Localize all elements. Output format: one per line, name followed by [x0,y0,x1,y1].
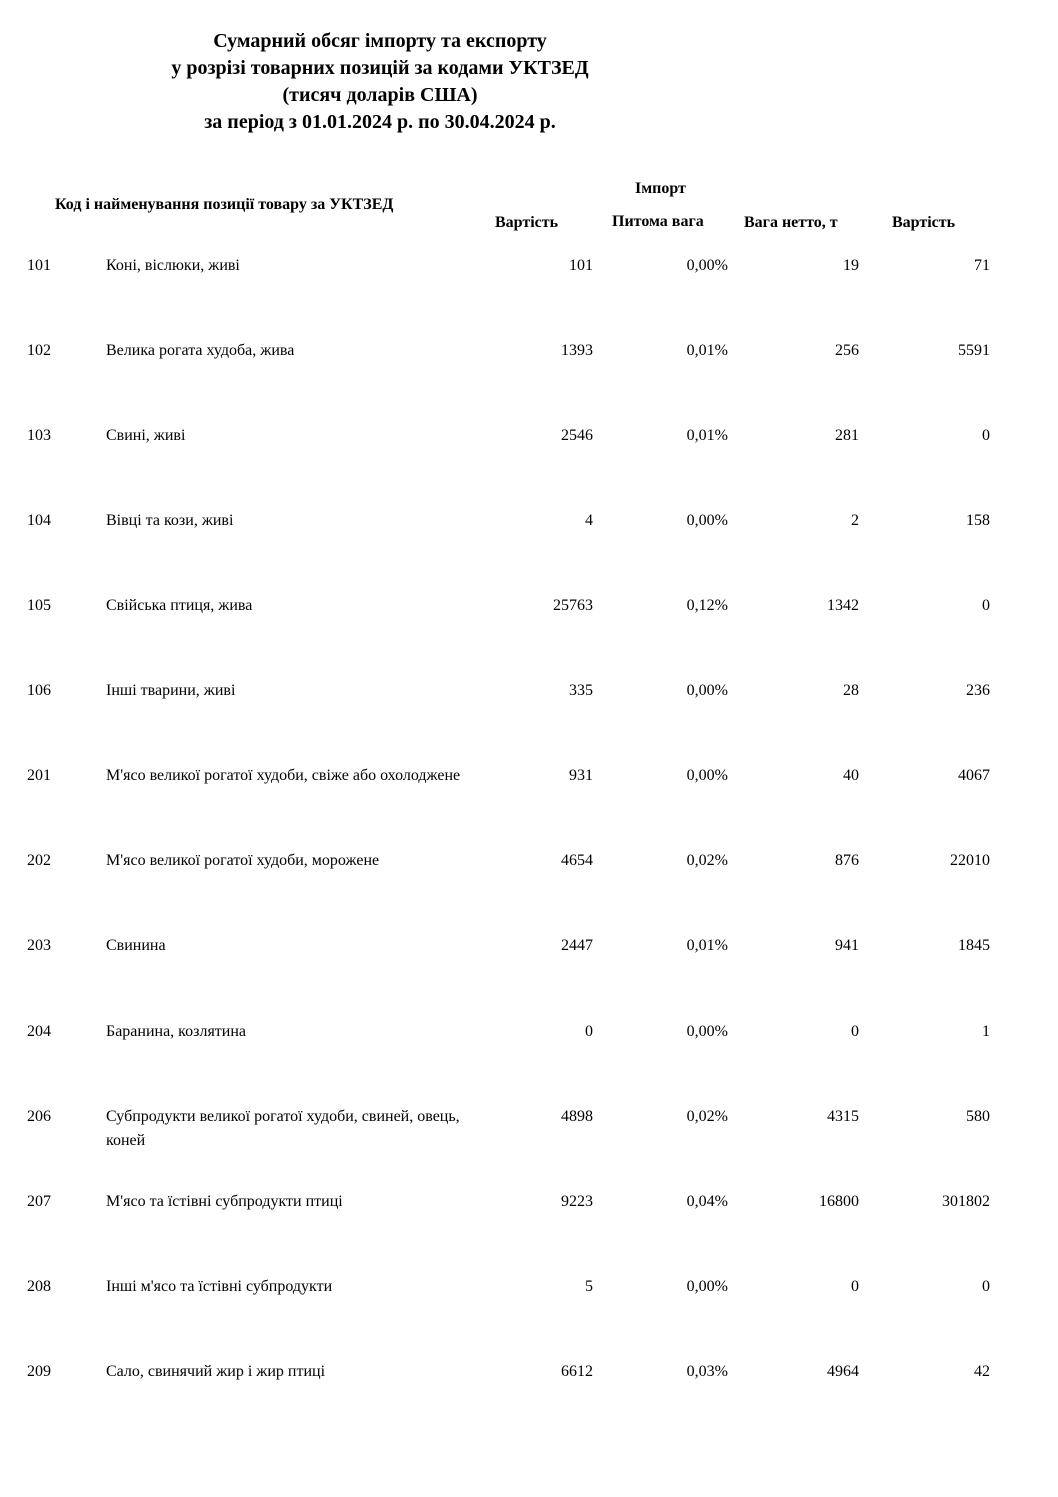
title-line-2: у розрізі товарних позицій за кодами УКТЗЕД [171,57,589,79]
table-row [0,1360,1058,1420]
row-weight: 0 [851,1278,859,1295]
row-value-2: 71 [974,257,990,274]
table-row [0,594,1058,654]
row-code: 106 [27,682,51,699]
row-share: 0,04% [686,1193,728,1210]
row-name: Баранина, козлятина [106,1023,247,1040]
header-net-weight: Вага нетто, т [744,214,838,231]
table-row [0,1105,1058,1165]
header-value-2: Вартість [892,214,956,231]
row-weight: 2 [851,512,859,529]
row-weight: 876 [835,852,859,869]
row-share: 0,00% [686,512,728,529]
table-row [0,509,1058,569]
row-value: 2546 [561,427,593,444]
header-value: Вартість [495,214,559,231]
row-weight: 19 [843,257,859,274]
row-name: Сало, свинячий жир і жир птиці [106,1363,326,1380]
row-name: Коні, віслюки, живі [106,257,240,274]
row-value-2: 4067 [958,767,990,784]
row-share: 0,02% [686,1108,728,1125]
row-weight: 281 [835,427,859,444]
row-share: 0,00% [686,767,728,784]
row-share: 0,00% [686,1023,728,1040]
row-name: Свинина [106,937,166,954]
row-value-2: 580 [966,1108,990,1125]
row-value-2: 158 [966,512,990,529]
row-name: Велика рогата худоба, жива [106,342,295,359]
row-name: М'ясо та їстівні субпродукти птиці [106,1193,343,1210]
table-row [0,1275,1058,1335]
row-value-2: 0 [982,427,990,444]
row-value-2: 42 [974,1363,990,1380]
row-value-2: 0 [982,1278,990,1295]
row-code: 206 [27,1108,51,1125]
row-share: 0,12% [686,597,728,614]
row-code: 208 [27,1278,51,1295]
row-code: 104 [27,512,51,529]
row-code: 204 [27,1023,51,1040]
row-value: 101 [569,257,593,274]
row-value: 5 [585,1278,593,1295]
row-name: Вівці та кози, живі [106,512,234,529]
row-name: Свині, живі [106,427,186,444]
row-weight: 1342 [827,597,859,614]
row-share: 0,00% [686,1278,728,1295]
row-value-2: 0 [982,597,990,614]
row-name: Свійська птиця, жива [106,597,253,614]
row-value-2: 1845 [958,937,990,954]
row-name: Інші м'ясо та їстівні субпродукти [106,1278,333,1295]
header-code-name: Код і найменування позиції товару за УКТЗЕД [55,196,394,213]
row-value: 25763 [553,597,593,614]
row-code: 201 [27,767,51,784]
row-value: 0 [585,1023,593,1040]
header-import-group: Імпорт [635,180,686,197]
table-row [0,849,1058,909]
row-weight: 40 [843,767,859,784]
title-line-1: Сумарний обсяг імпорту та експорту [213,30,547,52]
row-value-2: 236 [966,682,990,699]
row-share: 0,01% [686,342,728,359]
row-code: 202 [27,852,51,869]
document-title [0,28,760,136]
row-value: 335 [569,682,593,699]
row-value-2: 1 [982,1023,990,1040]
row-value: 9223 [561,1193,593,1210]
row-value: 931 [569,767,593,784]
row-share: 0,01% [686,937,728,954]
row-value: 4898 [561,1108,593,1125]
row-code: 203 [27,937,51,954]
row-code: 103 [27,427,51,444]
row-value: 1393 [561,342,593,359]
title-line-3: (тисяч доларів США) [282,84,478,106]
row-name: М'ясо великої рогатої худоби, свіже або охолоджене [106,767,461,784]
row-value-2: 22010 [950,852,990,869]
row-name: М'ясо великої рогатої худоби, морожене [106,852,380,869]
row-share: 0,00% [686,682,728,699]
title-line-4: за період з 01.01.2024 р. по 30.04.2024 р. [204,111,556,133]
row-value: 6612 [561,1363,593,1380]
table-row [0,1190,1058,1250]
row-code: 209 [27,1363,51,1380]
table-row [0,339,1058,399]
table-row [0,764,1058,824]
row-weight: 941 [835,937,859,954]
row-weight: 4964 [827,1363,859,1380]
table-row [0,934,1058,994]
row-value: 4 [585,512,593,529]
row-weight: 0 [851,1023,859,1040]
row-code: 101 [27,257,51,274]
row-share: 0,00% [686,257,728,274]
row-weight: 28 [843,682,859,699]
row-code: 207 [27,1193,51,1210]
row-name: Інші тварини, живі [106,682,236,699]
row-share: 0,01% [686,427,728,444]
row-value-2: 5591 [958,342,990,359]
table-row [0,679,1058,739]
row-share: 0,02% [686,852,728,869]
row-weight: 256 [835,342,859,359]
row-weight: 4315 [827,1108,859,1125]
row-name: Субпродукти великої рогатої худоби, свиней, овець, коней [106,1108,460,1149]
table-row [0,254,1058,314]
row-value: 4654 [561,852,593,869]
row-weight: 16800 [819,1193,859,1210]
row-value-2: 301802 [942,1193,990,1210]
table-row [0,1020,1058,1080]
table-row [0,424,1058,484]
row-code: 102 [27,342,51,359]
row-code: 105 [27,597,51,614]
header-share: Питома вага [612,213,704,230]
row-value: 2447 [561,937,593,954]
row-share: 0,03% [686,1363,728,1380]
